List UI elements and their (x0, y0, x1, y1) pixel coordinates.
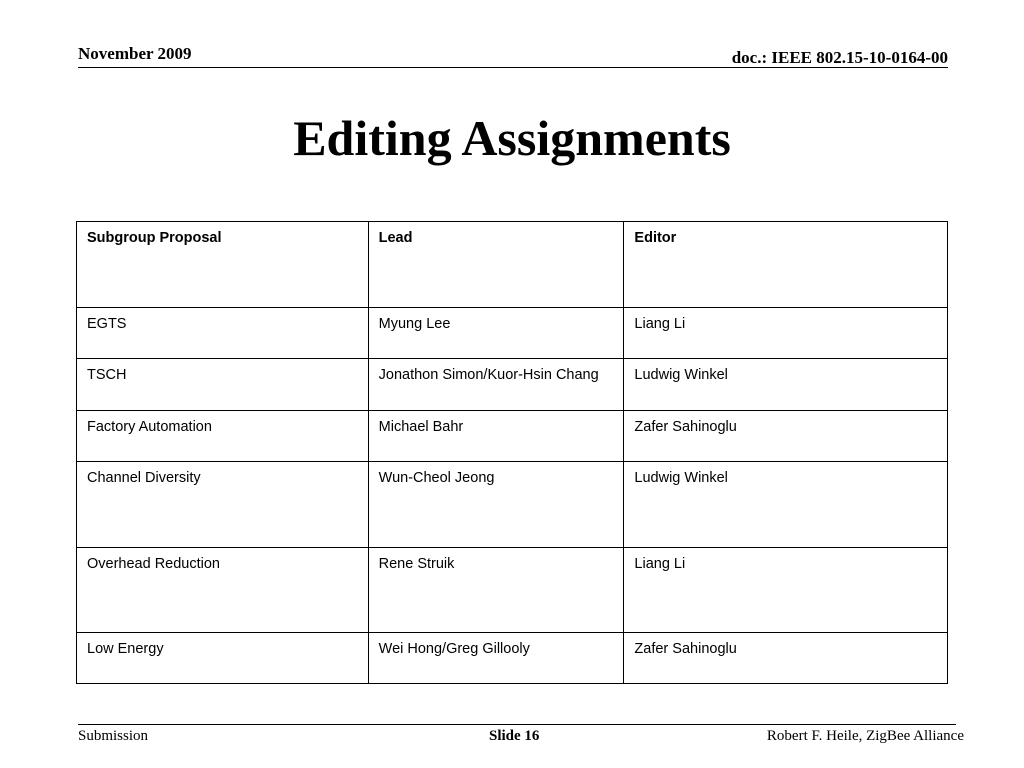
cell-proposal: Overhead Reduction (77, 548, 369, 633)
cell-lead: Wun-Cheol Jeong (368, 462, 624, 548)
cell-lead (368, 359, 624, 411)
column-header-lead: Lead (368, 222, 624, 308)
cell-proposal: TSCH (77, 359, 369, 411)
footer-divider (78, 724, 956, 725)
column-header-proposal: Subgroup Proposal (77, 222, 369, 308)
table-row (77, 308, 948, 359)
cell-proposal: EGTS (77, 308, 369, 359)
cell-editor: Liang Li (624, 548, 948, 633)
footer-submission: Submission (78, 728, 149, 744)
header-date: November 2009 (78, 44, 192, 63)
table-row (77, 359, 948, 411)
assignments-table (76, 221, 948, 684)
cell-lead: Rene Struik (368, 548, 624, 633)
slide-title: Editing Assignments (293, 110, 731, 166)
column-header-editor: Editor (624, 222, 948, 308)
footer-slide-number: Slide 16 (489, 728, 540, 744)
cell-proposal: Channel Diversity (77, 462, 369, 548)
cell-lead: Michael Bahr (368, 411, 624, 462)
cell-editor: Liang Li (624, 308, 948, 359)
cell-editor: Zafer Sahinoglu (624, 633, 948, 684)
header-doc-id: doc.: IEEE 802.15-10-0164-00 (731, 48, 948, 67)
cell-lead: Wei Hong/Greg Gillooly (368, 633, 624, 684)
table-row (77, 633, 948, 684)
cell-editor: Ludwig Winkel (624, 359, 948, 411)
table-header-row (77, 222, 948, 308)
cell-lead: Myung Lee (368, 308, 624, 359)
table-row (77, 548, 948, 633)
cell-editor: Ludwig Winkel (624, 462, 948, 548)
cell-editor: Zafer Sahinoglu (624, 411, 948, 462)
cell-proposal: Low Energy (77, 633, 369, 684)
table-row (77, 411, 948, 462)
table-row (77, 462, 948, 548)
header-divider (78, 67, 948, 68)
cell-proposal: Factory Automation (77, 411, 369, 462)
cell-lead-text: Jonathon Simon/Kuor-Hsin Chang (378, 367, 599, 383)
footer-author: Robert F. Heile, ZigBee Alliance (766, 728, 964, 744)
